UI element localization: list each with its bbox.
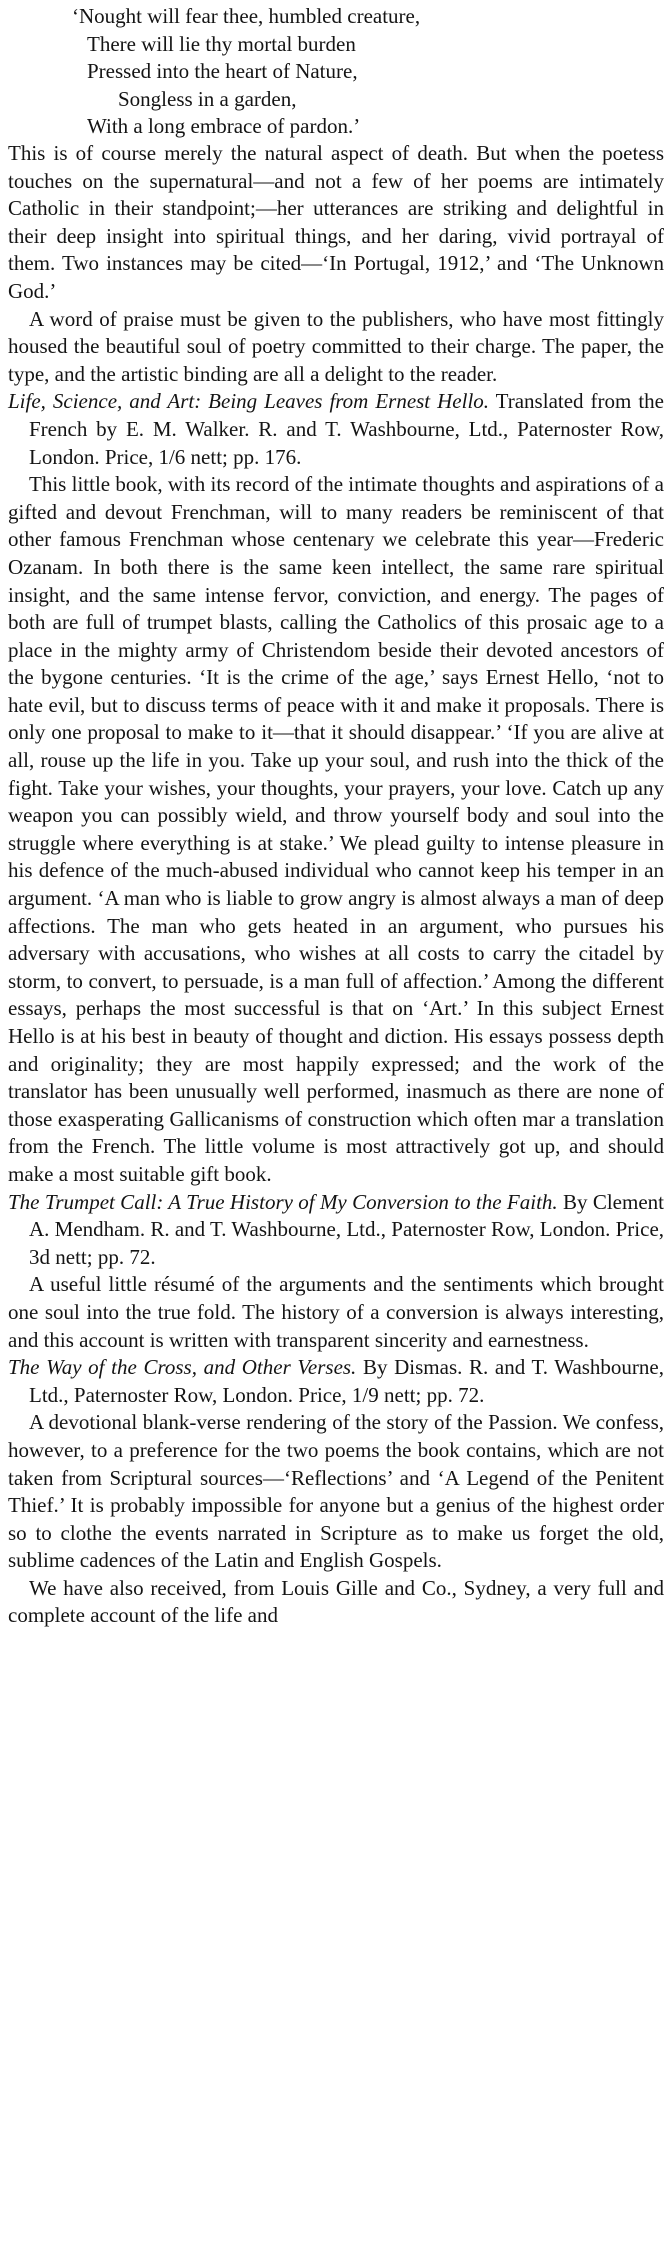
closing-paragraph: We have also received, from Louis Gille and Co., Sydney, a very full and complete account of the life and — [8, 1575, 664, 1628]
book-review: This little book, with its record of the intimate thoughts and aspirations of a gifted and devout Frenchman, will to many readers be reminiscent of that other famous Frenchman whose centenary we celebrate this year—Frederic Ozanam. In both there is the same keen intellect, the same rare spiritual insight, and the same intense fervor, conviction, and energy. The pages of both are full of trumpet blasts, calling the Catholics of this prosaic age to a place in the mighty army of Christendom beside their devoted ancestors of the bygone centuries. ‘It is the crime of the age,’ says Ernest Hello, ‘not to hate evil, but to discuss terms of peace with it and make it proposals. There is only one proposal to make to it—that it should disappear.’ ‘If you are alive at all, rouse up the life in you. Take up your soul, and rush into the thick of the fight. Take your wishes, your thoughts, your prayers, your love. Catch up any weapon you can possibly wield, and throw yourself body and soul into the struggle where everything is at stake.’ We plead guilty to intense pleasure in his defence of the much-abused individual who cannot keep his temper in an argument. ‘A man who is liable to grow angry is almost always a man of deep affections. The man who gets heated in an argument, who pursues his adversary with accusations, who wishes at all costs to carry the citadel by storm, to convert, to persuade, is a man full of affection.’ Among the different essays, perhaps the most successful is that on ‘Art.’ In this subject Ernest Hello is at his best in beauty of thought and diction. His essays possess depth and originality; they are most happily expressed; and the work of the translator has been unusually well performed, inasmuch as there are none of those exasperating Gallicanisms of construction which often mar a translation from the French. The little volume is most attractively got up, and should make a most suitable gift book. — [8, 472, 664, 1186]
poem-line: Pressed into the heart of Nature, — [87, 59, 358, 84]
article-body — [8, 140, 664, 1630]
book-review: A devotional blank-verse rendering of the story of the Passion. We confess, however, to a preference for the two poems the book contains, which are not taken from Scriptural sources—‘Reflections’ and ‘A Legend of the Penitent Thief.’ It is probably impossible for anyone but a genius of the highest order so to clothe the events narrated in Scripture as to make us forget the old, sublime cadences of the Latin and English Gospels. — [8, 1410, 664, 1573]
poem-stanza — [72, 3, 632, 141]
poem-line: ‘Nought will fear thee, humbled creature, — [72, 4, 421, 28]
poem-line: With a long embrace of pardon.’ — [87, 114, 361, 139]
book-entry — [8, 1354, 664, 1409]
book-title: The Trumpet Call: A True History of My Conversion to the Faith. — [8, 1189, 558, 1214]
body-paragraph: This is of course merely the natural aspect of death. But when the poetess touches on the supernatural—and not a few of her poems are intimately Catholic in their standpoint;—her utterances are striking and delightful in their deep insight into spiritual things, and her daring, vivid portrayal of them. Two instances may be cited—‘In Portugal, 1912,’ and ‘The Unknown God.’ — [8, 141, 664, 303]
poem-line: Songless in a garden, — [118, 86, 297, 111]
book-details: Translated from the French by E. M. Walker. R. and T. Washbourne, Ltd., Paternoster Row, London. Price, 1/6 nett; pp. 176. — [29, 389, 664, 469]
book-entry — [8, 388, 664, 471]
book-entry — [8, 1189, 664, 1272]
body-paragraph: A word of praise must be given to the publishers, who have most fittingly housed the beautiful soul of poetry committed to their charge. The paper, the type, and the artistic binding are all a delight to the reader. — [8, 306, 664, 386]
book-title: Life, Science, and Art: Being Leaves from Ernest Hello. — [8, 389, 490, 414]
book-title: The Way of the Cross, and Other Verses. — [8, 1355, 357, 1380]
book-details: By Dismas. R. and T. Washbourne, Ltd., Paternoster Row, London. Price, 1/9 nett; pp. 72. — [29, 1355, 664, 1407]
poem-line: There will lie thy mortal burden — [87, 31, 356, 56]
book-review: A useful little résumé of the arguments and the sentiments which brought one soul into the true fold. The history of a conversion is always interesting, and this account is written with transparent sincerity and earnestness. — [8, 1272, 664, 1352]
book-details: By Clement A. Mendham. R. and T. Washbourne, Ltd., Paternoster Row, London. Price, 3d nett; pp. 72. — [29, 1189, 665, 1269]
